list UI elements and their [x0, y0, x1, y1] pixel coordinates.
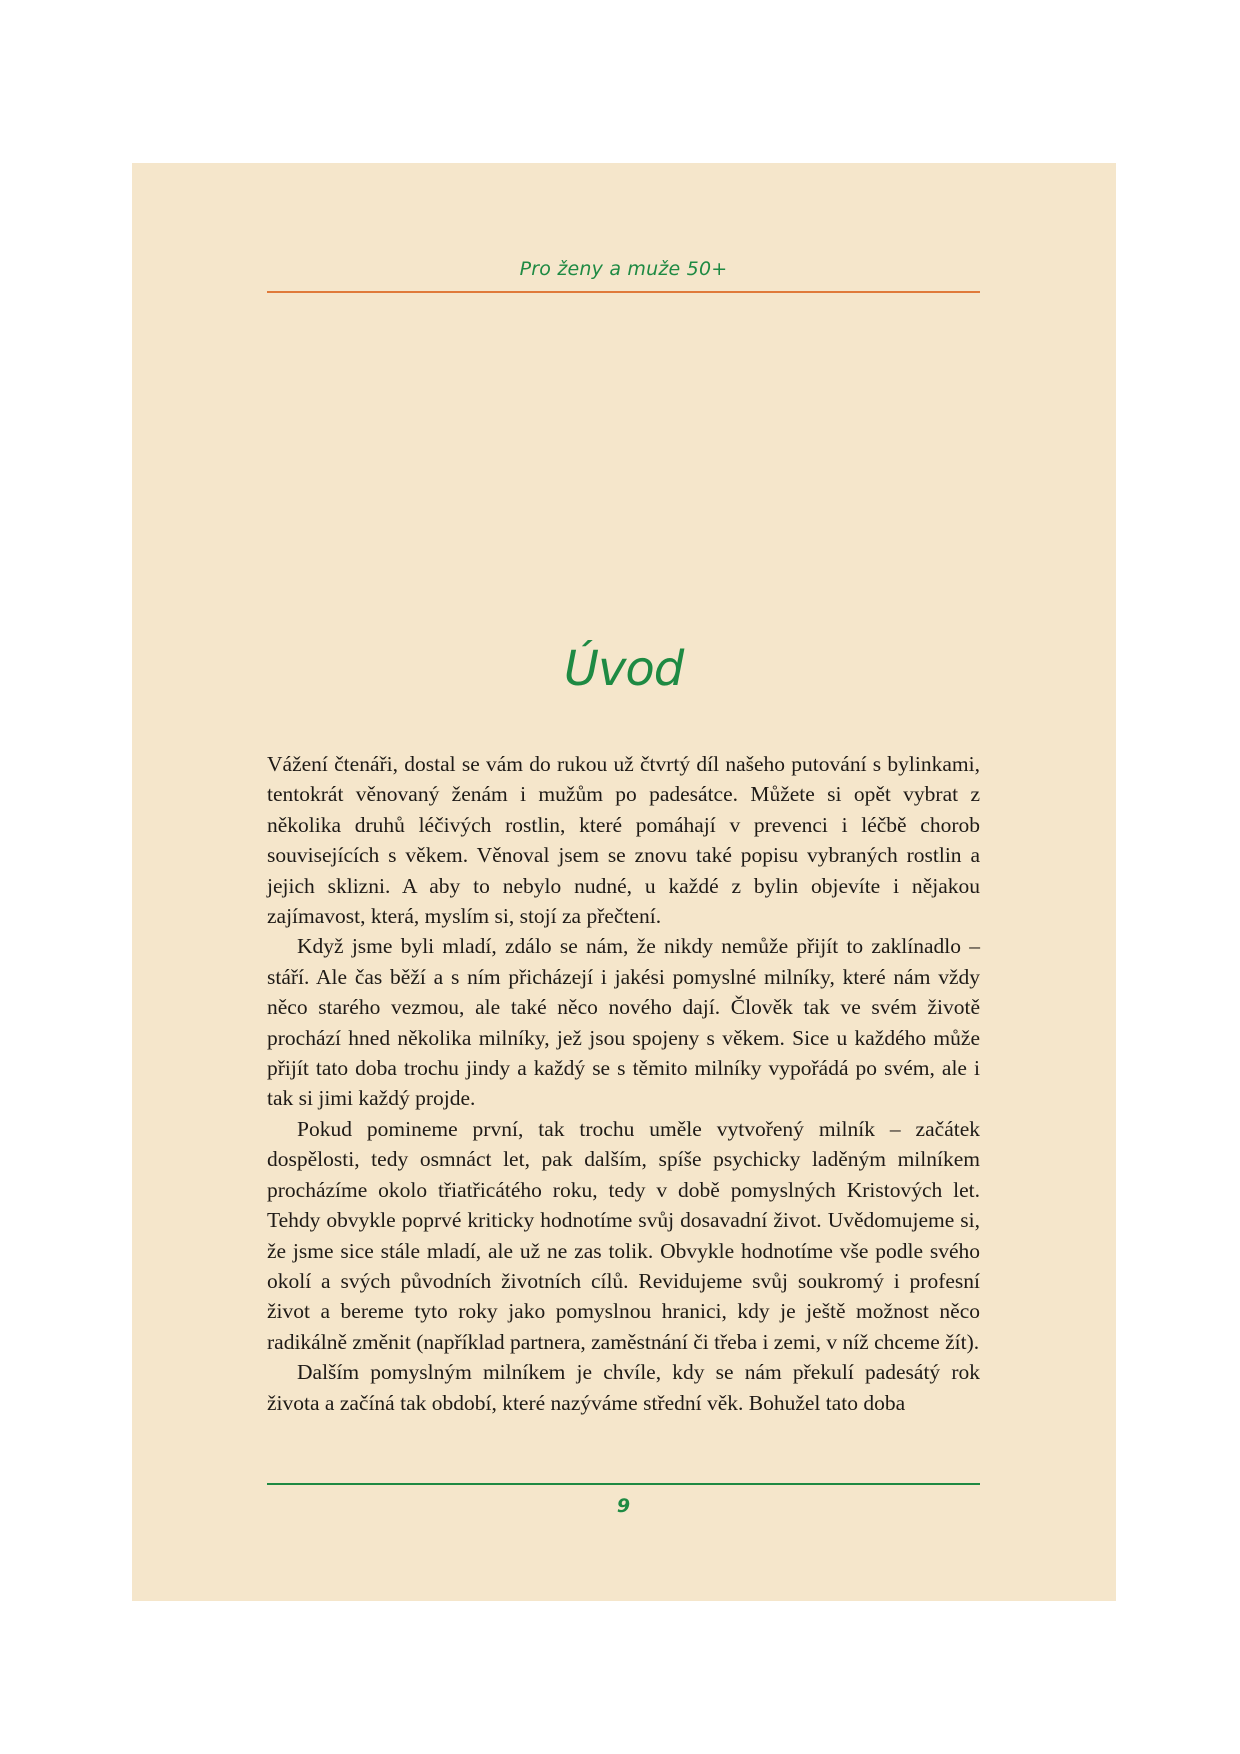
- paragraph: Pokud pomineme první, tak trochu uměle vytvořený milník – začátek dospělosti, tedy osmnáct let, pak dalším, spíše psychicky laděným milníkem procházíme okolo třiatřicátého roku, tedy v době pomyslných Kristových let. Tehdy obvykle poprvé kriticky hodnotíme svůj dosavadní život. Uvědomujeme si, že jsme sice stále mladí, ale už ne zas tolik. Obvykle hodnotíme vše podle svého okolí a svých původních životních cílů. Revidujeme svůj soukromý i profesní život a bereme tyto roky jako pomyslnou hranici, kdy je ještě možnost něco radikálně změnit (například partnera, zaměstnání či třeba i zemi, v níž chceme žít).: [267, 1116, 980, 1354]
- body-text: [267, 749, 980, 1418]
- footer-divider: [267, 1483, 980, 1485]
- running-header: Pro ženy a muže 50+: [519, 258, 728, 280]
- header-divider: [267, 291, 980, 293]
- chapter-title: Úvod: [563, 641, 684, 697]
- paragraph: Když jsme byli mladí, zdálo se nám, že nikdy nemůže přijít to zaklínadlo – stáří. Ale čas běží a s ním přicházejí i jakési pomyslné milníky, které nám vždy něco starého vezmou, ale také něco nového dají. Člověk tak ve svém životě prochází hned několika milníky, jež jsou spojeny s věkem. Sice u každého může přijít tato doba trochu jindy a každý se s těmito milníky vypořádá po svém, ale i tak si jimi každý projde.: [267, 934, 980, 1111]
- paragraph: Dalším pomyslným milníkem je chvíle, kdy se nám překulí padesátý rok života a začíná tak období, které nazýváme střední věk. Bohužel tato doba: [267, 1360, 980, 1415]
- book-page: [132, 163, 1116, 1601]
- page-number: 9: [616, 1495, 631, 1517]
- paragraph: Vážení čtenáři, dostal se vám do rukou už čtvrtý díl našeho putování s bylinkami, tentokrát věnovaný ženám i mužům po padesátce. Můžete si opět vybrat z několika druhů léčivých rostlin, které pomáhají v prevenci i léčbě chorob souvisejících s věkem. Věnoval jsem se znovu také popisu vybraných rostlin a jejich sklizni. A aby to nebylo nudné, u každé z bylin objevíte i nějakou zajímavost, která, myslím si, stojí za přečtení.: [267, 752, 980, 929]
